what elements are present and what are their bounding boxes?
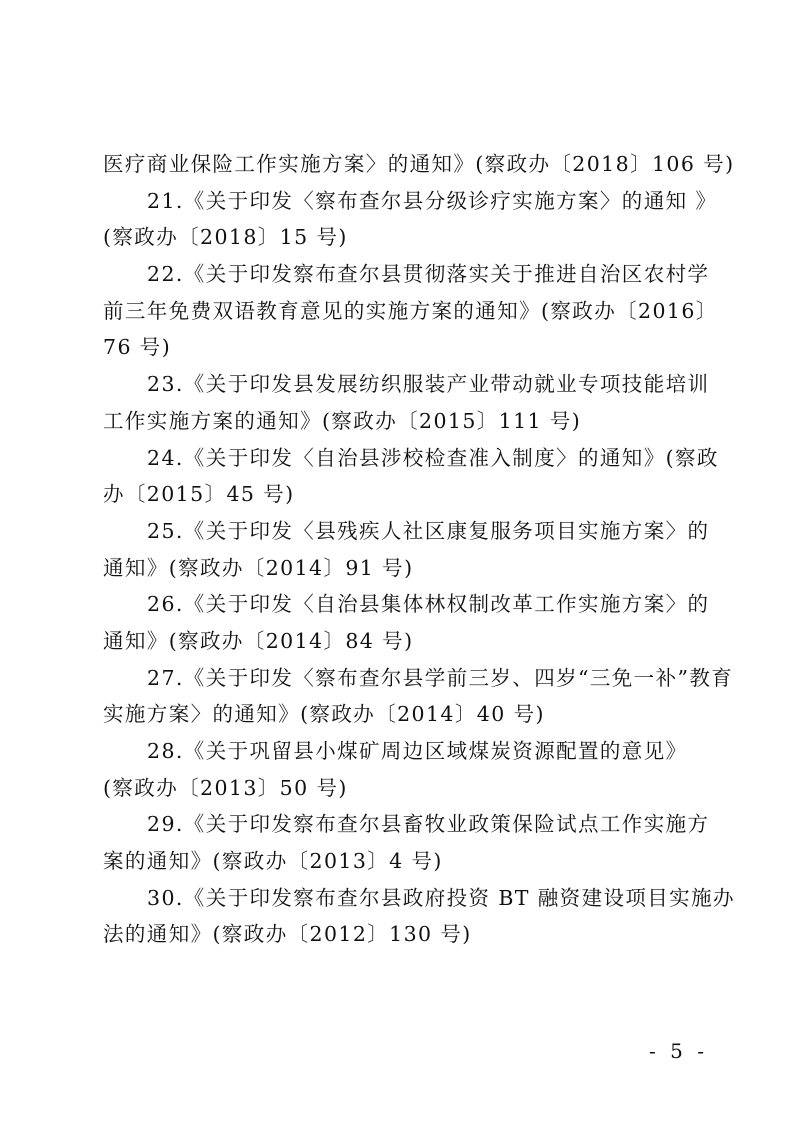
text-line: (察政办〔2013〕50 号) bbox=[103, 775, 348, 800]
text-line: 实施方案〉的通知》(察政办〔2014〕40 号) bbox=[103, 702, 545, 727]
text-line: 办〔2015〕45 号) bbox=[103, 482, 295, 507]
text-line: 27.《关于印发〈察布查尔县学前三岁、四岁“三免一补”教育 bbox=[147, 665, 734, 690]
text-line: 医疗商业保险工作实施方案〉的通知》(察政办〔2018〕106 号) bbox=[103, 152, 735, 176]
text-line: 工作实施方案的通知》(察政办〔2015〕111 号) bbox=[103, 408, 582, 433]
text-line: 28.《关于巩留县小煤矿周边区域煤炭资源配置的意见》 bbox=[147, 739, 688, 763]
text-line: 通知》(察政办〔2014〕84 号) bbox=[103, 628, 414, 653]
text-line: 21.《关于印发〈察布查尔县分级诊疗实施方案〉的通知 》 bbox=[147, 188, 718, 213]
document-body bbox=[103, 146, 735, 953]
page-number: - 5 - bbox=[649, 1039, 708, 1063]
text-line: 30.《关于印发察布查尔县政府投资 BT 融资建设项目实施办 bbox=[147, 885, 735, 910]
text-line: 25.《关于印发〈县残疾人社区康复服务项目实施方案〉的 bbox=[147, 518, 710, 543]
text-line: (察政办〔2018〕15 号) bbox=[103, 225, 348, 250]
text-line: 29.《关于印发察布查尔县畜牧业政策保险试点工作实施方 bbox=[147, 812, 710, 837]
text-line: 前三年免费双语教育意见的实施方案的通知》(察政办〔2016〕 bbox=[103, 298, 718, 323]
text-line: 通知》(察政办〔2014〕91 号) bbox=[103, 555, 414, 580]
text-line: 24.《关于印发〈自治县涉校检查准入制度〉的通知》(察政 bbox=[147, 445, 719, 470]
text-line: 案的通知》(察政办〔2013〕4 号) bbox=[103, 849, 443, 874]
text-line: 22.《关于印发察布查尔县贯彻落实关于推进自治区农村学 bbox=[147, 262, 710, 287]
text-line: 76 号) bbox=[103, 335, 172, 360]
text-line: 法的通知》(察政办〔2012〕130 号) bbox=[103, 922, 472, 947]
text-line: 23.《关于印发县发展纺织服装产业带动就业专项技能培训 bbox=[147, 372, 710, 397]
text-line: 26.《关于印发〈自治县集体林权制改革工作实施方案〉的 bbox=[147, 592, 710, 617]
